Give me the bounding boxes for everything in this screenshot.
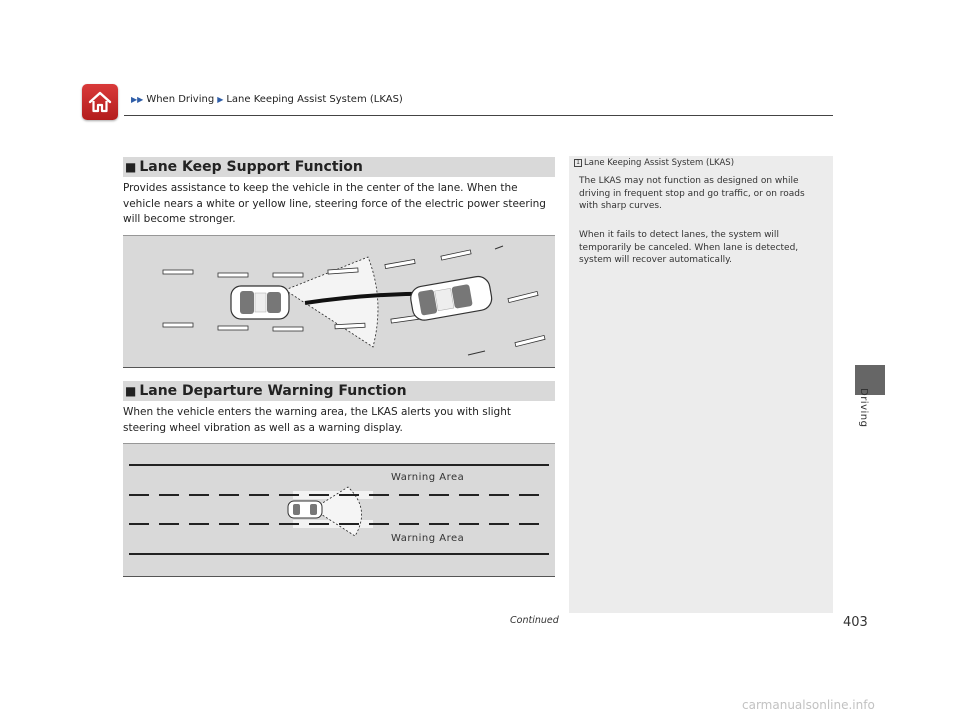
breadcrumb-item-when-driving[interactable]: When Driving (146, 94, 215, 105)
square-bullet-icon: ■ (125, 384, 137, 398)
note-panel (569, 156, 833, 613)
car-icon (288, 501, 322, 518)
section-heading-lane-departure (123, 381, 555, 401)
note-title (574, 158, 734, 168)
note-paragraph: When it fails to detect lanes, the system will temporarily be canceled. When lane is detected, system will recover automatically. (579, 230, 799, 265)
figure-lane-departure (123, 443, 555, 577)
home-icon (87, 90, 113, 114)
warning-area-label-bottom: Warning Area (391, 533, 465, 544)
car-front-icon (409, 275, 494, 322)
home-button[interactable] (82, 84, 118, 120)
car-rear-icon (231, 286, 289, 319)
breadcrumb-arrow-icon: ▶▶ (131, 95, 144, 104)
section-body-lane-departure: When the vehicle enters the warning area, the LKAS alerts you with slight steering wheel vibration as well as a warning display. (123, 406, 511, 434)
breadcrumb-arrow-icon: ▶ (217, 95, 224, 104)
watermark: carmanualsonline.info (742, 698, 875, 712)
note-title-text: Lane Keeping Assist System (LKAS) (584, 158, 735, 168)
side-tab-label: Driving (858, 388, 869, 428)
breadcrumb (131, 94, 403, 105)
section-body-lane-keep: Provides assistance to keep the vehicle in the center of the lane. When the vehicle nears a white or yellow line, steering force of the electric power steering will become stronger. (123, 182, 546, 225)
note-reference-icon: 1 (574, 159, 582, 167)
breadcrumb-item-lkas[interactable]: Lane Keeping Assist System (LKAS) (226, 94, 403, 105)
figure-lane-keep (123, 235, 555, 368)
square-bullet-icon: ■ (125, 160, 137, 174)
note-paragraph: The LKAS may not function as designed on while driving in frequent stop and go traffic, or on roads with sharp curves. (579, 176, 805, 211)
header-rule (124, 115, 833, 116)
section-heading-text: Lane Departure Warning Function (139, 383, 407, 399)
page-number: 403 (843, 615, 868, 630)
continued-label: Continued (510, 615, 559, 626)
warning-area-label-top: Warning Area (391, 472, 465, 483)
section-heading-lane-keep (123, 157, 555, 177)
section-heading-text: Lane Keep Support Function (139, 159, 363, 175)
